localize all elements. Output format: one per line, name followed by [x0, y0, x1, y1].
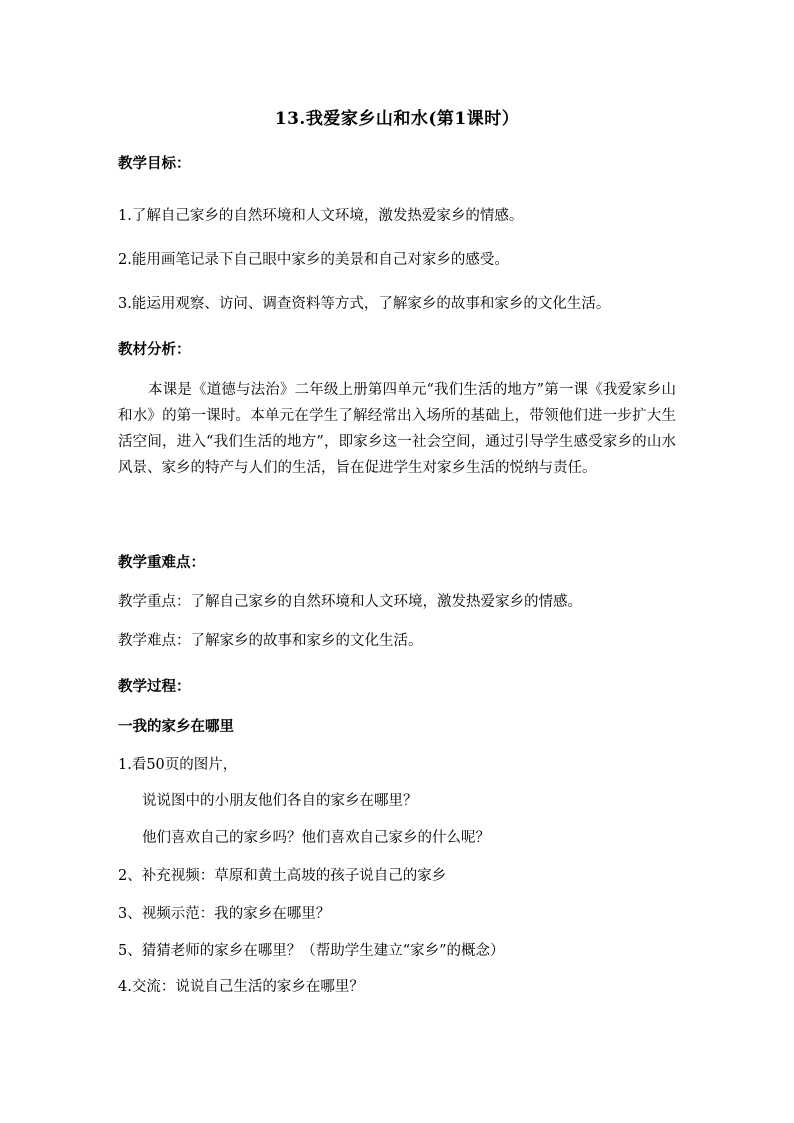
process-line-4: 2、补充视频：草原和黄土高坡的孩子说自己的家乡	[118, 868, 447, 884]
difficult-point: 教学难点：了解家乡的故事和家乡的文化生活。	[118, 633, 423, 649]
goals-heading: 教学目标：	[118, 155, 191, 172]
process-line-2: 说说图中的小朋友他们各自的家乡在哪里？	[142, 793, 418, 809]
process-line-6: 5、猜猜老师的家乡在哪里？（帮助学生建立“家乡”的概念）	[118, 943, 505, 959]
key-point: 教学重点：了解自己家乡的自然环境和人文环境，激发热爱家乡的情感。	[118, 594, 582, 610]
goal-item-1: 1.了解自己家乡的自然环境和人文环境，激发热爱家乡的情感。	[118, 208, 524, 224]
process-heading: 教学过程：	[118, 678, 191, 695]
process-line-7: 4.交流：说说自己生活的家乡在哪里？	[118, 979, 364, 995]
process-line-5: 3、视频示范：我的家乡在哪里？	[118, 906, 331, 922]
analysis-heading: 教材分析：	[118, 341, 191, 358]
lesson-title: 13.我爱家乡山和水(第1课时）	[274, 109, 520, 129]
keypoints-heading: 教学重难点：	[118, 554, 205, 571]
goal-item-2: 2.能用画笔记录下自己眼中家乡的美景和自己对家乡的感受。	[118, 252, 509, 268]
process-section-title: 一我的家乡在哪里	[118, 718, 234, 735]
goal-item-3: 3.能运用观察、访问、调查资料等方式，了解家乡的故事和家乡的文化生活。	[118, 296, 611, 312]
process-line-3: 他们喜欢自己的家乡吗？他们喜欢自己家乡的什么呢？	[142, 830, 490, 846]
process-line-1: 1.看50页的图片，	[118, 757, 238, 773]
analysis-paragraph: 本课是《道德与法治》二年级上册第四单元“我们生活的地方”第一课《我爱家乡山和水》的第一课时。本单元在学生了解经常出入场所的基础上，带领他们进一步扩大生活空间，进入“我们生活的地方”，即家乡这一社会空间，通过引导学生感受家乡的山水风景、家乡的特产与人们的生活，旨在促进学生对家乡生活的悦纳与责任。	[118, 382, 676, 476]
